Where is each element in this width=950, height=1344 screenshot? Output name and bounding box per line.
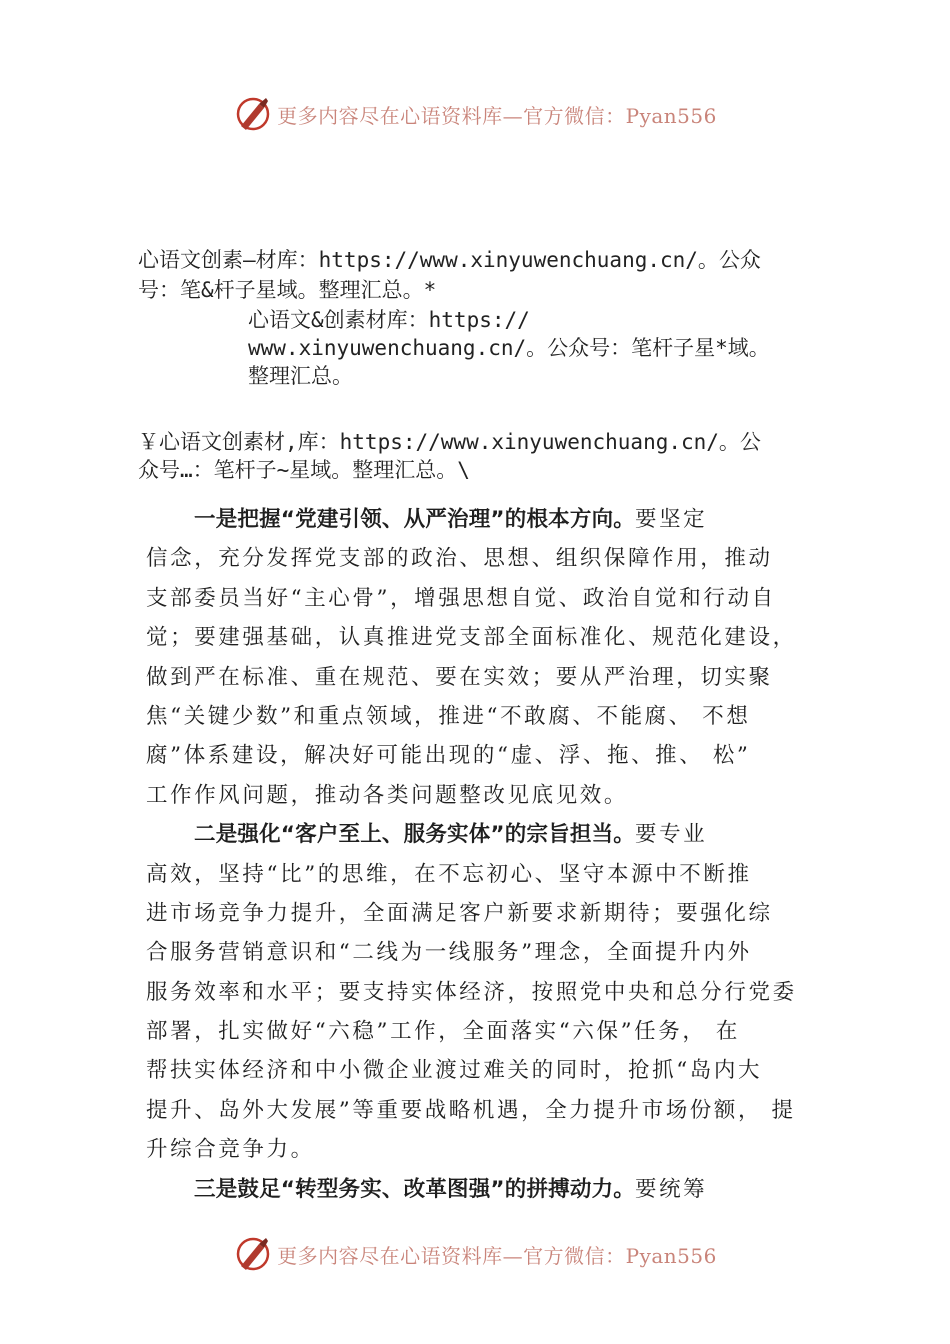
paragraph-line: 合服务营销意识和“二线为一线服务”理念，全面提升内外 bbox=[146, 940, 752, 966]
pen-logo-icon bbox=[233, 94, 273, 134]
section-2-lead: 要专业 bbox=[634, 822, 708, 848]
paragraph-line: 腐”体系建设，解决好可能出现的“虚、浮、拖、推、 松” bbox=[146, 743, 751, 769]
paragraph-line: 帮扶实体经济和中小微企业渡过难关的同时，抢抓“岛内大 bbox=[146, 1058, 763, 1084]
paragraph-line: 服务效率和水平；要支持实体经济，按照党中央和总分行党委 bbox=[146, 979, 797, 1005]
section-3-heading: 三是鼓足“转型务实、改革图强”的拼搏动力。 bbox=[194, 1176, 635, 1202]
source-note-3-line-2: 众号…：笔杆子~星域。整理汇总。\ bbox=[138, 458, 470, 482]
paragraph-line: 进市场竞争力提升，全面满足客户新要求新期待；要强化综 bbox=[146, 900, 773, 926]
pen-logo-icon bbox=[233, 1234, 273, 1274]
article-body bbox=[146, 500, 826, 1209]
paragraph-line: 觉；要建强基础，认真推进党支部全面标准化、规范化建设， bbox=[146, 625, 797, 651]
section-1-lead: 要坚定 bbox=[634, 507, 708, 532]
source-note-3-line-1: ￥心语文创素材,库：https://www.xinyuwenchuang.cn/。公 bbox=[138, 430, 761, 454]
source-note-1-line-2: 号：笔&杆子星域。整理汇总。* bbox=[138, 278, 437, 302]
paragraph-line: 工作作风问题，推动各类问题整改见底见效。 bbox=[146, 782, 629, 808]
footer-watermark-banner bbox=[0, 1232, 950, 1276]
paragraph-line: 提升、岛外大发展”等重要战略机遇，全力提升市场份额， 提 bbox=[146, 1097, 796, 1123]
paragraph-line: 升综合竞争力。 bbox=[146, 1137, 315, 1163]
banner-text: 更多内容尽在心语资料库—官方微信：Pyan556 bbox=[277, 103, 717, 128]
paragraph-line: 支部委员当好“主心骨”，增强思想自觉、政治自觉和行动自 bbox=[146, 585, 776, 611]
section-3-first-line bbox=[146, 1170, 826, 1209]
source-note-2-line-1: 心语文&创素材库：https:// bbox=[248, 308, 530, 332]
banner-text: 更多内容尽在心语资料库—官方微信：Pyan556 bbox=[277, 1243, 717, 1268]
source-note-2-line-2: www.xinyuwenchuang.cn/。公众号：笔杆子星*域。 bbox=[248, 336, 770, 360]
header-watermark-banner bbox=[0, 92, 950, 136]
section-3-lead: 要统筹 bbox=[634, 1176, 708, 1202]
section-1-first-line bbox=[146, 500, 826, 539]
paragraph-line: 信念，充分发挥党支部的政治、思想、组织保障作用，推动 bbox=[146, 546, 773, 572]
paragraph-line: 做到严在标准、重在规范、要在实效；要从严治理，切实聚 bbox=[146, 664, 773, 690]
paragraph-line: 部署，扎实做好“六稳”工作，全面落实“六保”任务， 在 bbox=[146, 1019, 741, 1045]
paragraph-line: 焦“关键少数”和重点领域，推进“不敢腐、不能腐、 不想 bbox=[146, 703, 751, 729]
source-note-1-line-1: 心语文创素—材库：https://www.xinyuwenchuang.cn/。公众 bbox=[138, 248, 761, 272]
section-1-heading: 一是把握“党建引领、从严治理”的根本方向。 bbox=[194, 507, 635, 532]
source-note-2-line-3: 整理汇总。 bbox=[248, 364, 353, 388]
section-2-first-line bbox=[146, 815, 826, 854]
section-2-heading: 二是强化“客户至上、服务实体”的宗旨担当。 bbox=[194, 822, 635, 848]
paragraph-line: 高效，坚持“比”的思维，在不忘初心、坚守本源中不断推 bbox=[146, 861, 752, 887]
